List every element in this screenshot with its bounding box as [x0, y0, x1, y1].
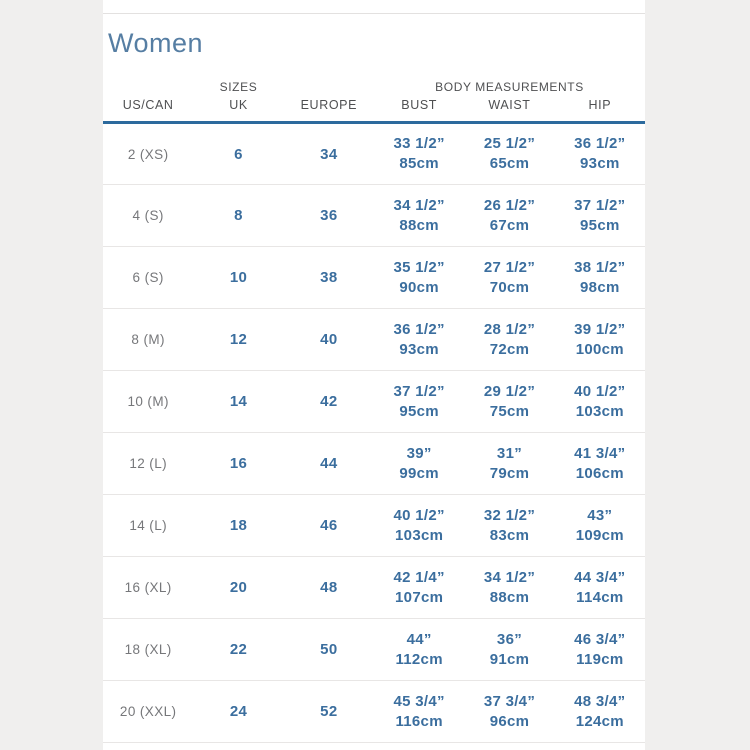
waist-cm: 79cm	[489, 464, 530, 482]
cell-hip	[555, 681, 645, 743]
cell-waist	[464, 619, 554, 681]
top-divider	[103, 13, 645, 14]
cell-us-can: 18 (XL)	[124, 642, 172, 657]
cell-europe: 38	[320, 269, 338, 286]
cell-waist	[464, 309, 554, 371]
cell-uk: 10	[229, 269, 248, 286]
waist-cm: 88cm	[489, 588, 530, 606]
cell-waist	[464, 123, 554, 185]
table-row	[103, 123, 645, 185]
cell-waist	[464, 495, 554, 557]
cell-hip	[555, 557, 645, 619]
waist-inches: 26 1/2”	[483, 196, 536, 214]
table-row	[103, 433, 645, 495]
cell-us-can: 10 (M)	[127, 394, 169, 409]
bust-cm: 85cm	[399, 155, 439, 172]
bust-inches: 37 1/2”	[393, 382, 445, 400]
bust-inches: 40 1/2”	[393, 506, 445, 524]
cell-uk: 14	[229, 393, 248, 410]
hip-cm: 109cm	[575, 526, 624, 544]
cell-us-can: 12 (L)	[129, 456, 167, 471]
group-header-sizes: SIZES	[219, 80, 258, 94]
group-header-body-measurements: BODY MEASUREMENTS	[435, 80, 584, 94]
cell-waist	[464, 371, 554, 433]
cell-hip	[555, 309, 645, 371]
cell-us-can: 6 (S)	[132, 270, 164, 285]
column-header-uk: UK	[193, 98, 283, 123]
column-header-bust: BUST	[374, 98, 464, 123]
cell-bust	[374, 309, 464, 371]
column-header-row	[103, 98, 645, 123]
hip-cm: 119cm	[576, 650, 624, 668]
waist-cm: 67cm	[489, 216, 530, 234]
cell-us-can: 4 (S)	[132, 208, 164, 223]
table-row	[103, 309, 645, 371]
bust-cm: 95cm	[399, 402, 439, 420]
size-guide-panel	[103, 0, 645, 750]
waist-cm: 70cm	[489, 278, 530, 296]
bust-inches: 36 1/2”	[393, 320, 445, 338]
table-row	[103, 495, 645, 557]
cell-uk: 18	[229, 517, 248, 534]
hip-inches: 39 1/2”	[574, 320, 626, 338]
bust-cm: 116cm	[395, 712, 443, 730]
waist-inches: 27 1/2”	[483, 258, 536, 276]
hip-inches: 43”	[587, 506, 613, 524]
hip-cm: 114cm	[576, 588, 624, 606]
group-header-row	[103, 72, 645, 98]
waist-inches: 25 1/2”	[483, 135, 536, 152]
cell-hip	[555, 433, 645, 495]
cell-waist	[464, 557, 554, 619]
bust-inches: 45 3/4”	[393, 692, 445, 710]
bust-cm: 107cm	[395, 588, 444, 606]
hip-cm: 103cm	[575, 402, 624, 420]
cell-waist	[464, 185, 554, 247]
bust-inches: 39”	[406, 444, 432, 462]
bust-cm: 90cm	[399, 278, 439, 296]
waist-inches: 29 1/2”	[483, 382, 536, 400]
cell-us-can: 8 (M)	[131, 332, 165, 347]
table-row	[103, 371, 645, 433]
cell-bust	[374, 681, 464, 743]
cell-europe: 34	[320, 145, 338, 163]
waist-cm: 83cm	[489, 526, 530, 544]
hip-inches: 37 1/2”	[574, 196, 626, 214]
cell-bust	[374, 247, 464, 309]
cell-hip	[555, 185, 645, 247]
cell-us-can: 2 (XS)	[127, 146, 169, 162]
cell-waist	[464, 681, 554, 743]
table-row	[103, 557, 645, 619]
bust-inches: 33 1/2”	[393, 135, 445, 152]
cell-waist	[464, 247, 554, 309]
waist-inches: 31”	[496, 444, 523, 462]
bust-inches: 35 1/2”	[393, 258, 445, 276]
hip-inches: 36 1/2”	[574, 135, 626, 152]
hip-inches: 48 3/4”	[574, 692, 626, 710]
cell-europe: 40	[320, 331, 338, 348]
cell-europe: 44	[320, 455, 338, 472]
waist-inches: 37 3/4”	[483, 692, 536, 710]
hip-inches: 44 3/4”	[574, 568, 626, 586]
page-title: Women	[108, 28, 204, 58]
cell-uk: 22	[229, 641, 248, 658]
column-header-waist: WAIST	[464, 98, 554, 123]
cell-bust	[374, 557, 464, 619]
cell-hip	[555, 495, 645, 557]
hip-inches: 38 1/2”	[574, 258, 626, 276]
bust-inches: 44”	[406, 630, 432, 648]
hip-inches: 40 1/2”	[574, 382, 626, 400]
cell-waist	[464, 433, 554, 495]
cell-bust	[374, 123, 464, 185]
bust-cm: 112cm	[395, 650, 443, 668]
cell-uk: 20	[229, 579, 248, 596]
cell-us-can: 14 (L)	[129, 518, 167, 533]
hip-cm: 98cm	[580, 278, 620, 296]
cell-bust	[374, 371, 464, 433]
waist-inches: 28 1/2”	[483, 320, 536, 338]
cell-europe: 48	[320, 579, 338, 596]
hip-inches: 46 3/4”	[574, 630, 626, 648]
hip-cm: 100cm	[575, 340, 624, 358]
waist-cm: 65cm	[489, 155, 530, 172]
cell-us-can: 16 (XL)	[124, 580, 172, 595]
cell-bust	[374, 495, 464, 557]
cell-hip	[555, 619, 645, 681]
column-header-us-can: US/CAN	[103, 98, 193, 123]
cell-bust	[374, 185, 464, 247]
bust-cm: 88cm	[399, 216, 439, 234]
cell-hip	[555, 247, 645, 309]
hip-inches: 41 3/4”	[574, 444, 626, 462]
cell-europe: 50	[320, 641, 338, 658]
cell-europe: 36	[320, 207, 338, 224]
cell-europe: 52	[320, 703, 338, 720]
bust-cm: 103cm	[395, 526, 444, 544]
hip-cm: 93cm	[580, 155, 620, 172]
table-row	[103, 247, 645, 309]
bust-cm: 99cm	[399, 464, 439, 482]
cell-uk: 16	[229, 455, 248, 472]
waist-cm: 96cm	[489, 712, 530, 730]
hip-cm: 124cm	[575, 712, 624, 730]
cell-europe: 42	[320, 393, 338, 410]
cell-hip	[555, 123, 645, 185]
waist-inches: 34 1/2”	[483, 568, 536, 586]
waist-inches: 32 1/2”	[483, 506, 536, 524]
bust-inches: 42 1/4”	[393, 568, 445, 586]
waist-inches: 36”	[496, 630, 523, 648]
waist-cm: 72cm	[489, 340, 530, 358]
waist-cm: 75cm	[489, 402, 530, 420]
waist-cm: 91cm	[489, 650, 530, 668]
cell-hip	[555, 371, 645, 433]
bust-cm: 93cm	[399, 340, 439, 358]
cell-uk: 24	[229, 703, 248, 720]
cell-uk: 6	[234, 145, 243, 163]
table-row	[103, 185, 645, 247]
table-row	[103, 681, 645, 743]
cell-us-can: 20 (XXL)	[119, 704, 177, 719]
column-header-hip: HIP	[555, 98, 645, 123]
table-row	[103, 619, 645, 681]
bust-inches: 34 1/2”	[393, 196, 445, 214]
cell-bust	[374, 619, 464, 681]
cell-uk: 8	[234, 207, 243, 224]
cell-uk: 12	[229, 331, 248, 348]
column-header-europe: EUROPE	[284, 98, 374, 123]
cell-bust	[374, 433, 464, 495]
hip-cm: 95cm	[580, 216, 620, 234]
cell-europe: 46	[320, 517, 338, 534]
women-size-chart-table	[103, 72, 645, 743]
hip-cm: 106cm	[575, 464, 624, 482]
